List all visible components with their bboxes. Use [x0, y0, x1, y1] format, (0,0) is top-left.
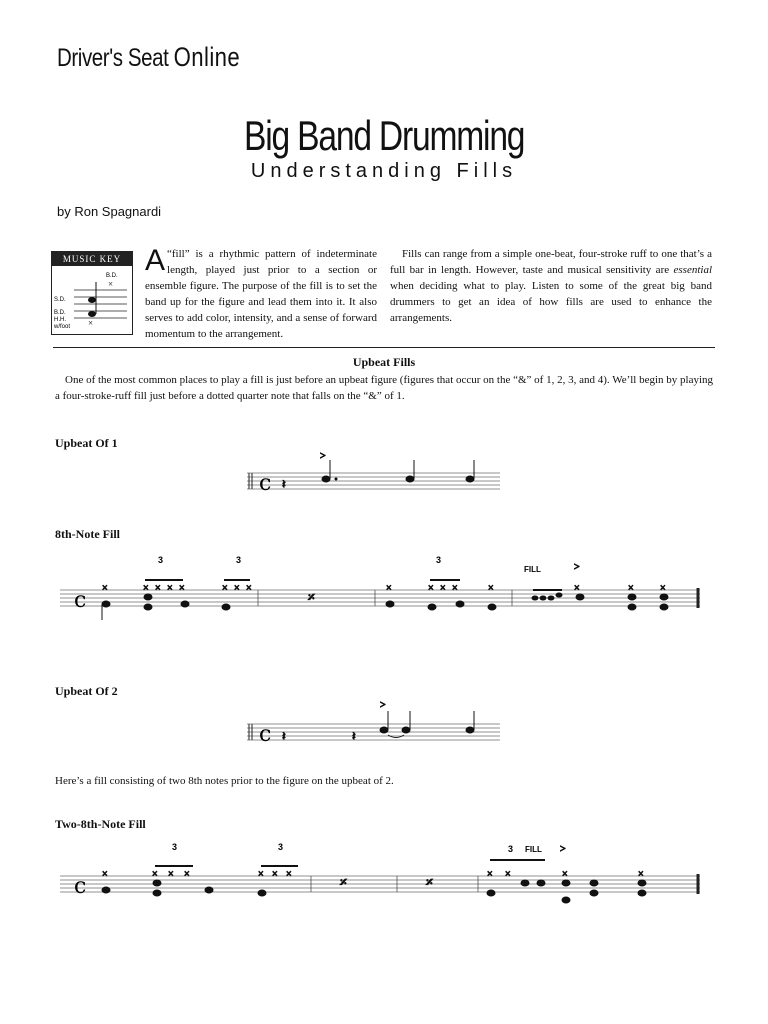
example-note: Here’s a fill consisting of two 8th notes prior to the figure on the upbeat of 2. — [55, 775, 394, 787]
svg-text:×: × — [386, 583, 392, 594]
svg-text:𝄎: 𝄎 — [308, 591, 315, 606]
triplet-mark: 3 — [158, 555, 164, 565]
common-time-icon: c — [259, 722, 272, 747]
example-label-upbeat-2: Upbeat Of 2 — [55, 684, 118, 698]
svg-text:×: × — [628, 583, 634, 594]
svg-text:×: × — [488, 583, 494, 594]
fill-annotation: FILL — [525, 845, 542, 854]
key-hh-x-icon: × — [88, 318, 94, 328]
svg-text:×: × — [168, 869, 174, 880]
accent-icon: > — [380, 700, 386, 711]
svg-text:×: × — [152, 869, 158, 880]
notes-two-8th-note-fill — [102, 844, 646, 903]
triplet-mark: 3 — [172, 842, 178, 852]
key-snare-note-icon — [88, 297, 96, 303]
page-subtitle: Understanding Fills — [250, 160, 518, 182]
example-label-upbeat-1: Upbeat Of 1 — [55, 436, 118, 450]
key-label-bass: B.D. — [54, 310, 66, 316]
intro-column-2 — [390, 246, 712, 326]
intro-text-1: “fill” is a rhythmic pattern of indeterminate length, played just prior to a section or ensemble figure. The purpose of the fill is to set the band up for the figure and lead them into it. It also serves to add color, intensity, and a sense of forward momentum to the arrangement. — [145, 248, 377, 340]
common-time-icon: c — [259, 471, 272, 496]
page-title-text: Big Band Drumming — [243, 112, 525, 159]
accent-icon: > — [320, 451, 326, 462]
svg-text:×: × — [440, 583, 446, 594]
triplet-mark: 3 — [508, 844, 514, 854]
key-label-snare: S.D. — [54, 297, 66, 303]
key-label-hihat: H.H. — [54, 317, 66, 323]
brand-prefix: Driver's Seat — [57, 44, 169, 72]
page-title — [0, 112, 768, 160]
svg-text:𝄎: 𝄎 — [426, 876, 433, 891]
svg-text:×: × — [222, 583, 228, 594]
triplet-mark: 3 — [236, 555, 242, 565]
notes-upbeat-2 — [282, 700, 474, 743]
svg-text:×: × — [102, 583, 108, 594]
section-divider — [53, 347, 715, 348]
intro-emphasis: essential — [673, 264, 712, 276]
svg-text:×: × — [179, 583, 185, 594]
triplet-mark: 3 — [436, 555, 442, 565]
svg-text:×: × — [660, 583, 666, 594]
staff-upbeat-1 — [247, 473, 500, 489]
music-key-staff-icon — [52, 252, 132, 334]
svg-text:×: × — [638, 869, 644, 880]
common-time-icon: c — [74, 588, 87, 613]
svg-text:𝄎: 𝄎 — [340, 876, 347, 891]
intro-text-2a: Fills can range from a simple one-beat, four-stroke ruff to one that’s a full bar in length. However, taste and musical sensitivity are — [390, 248, 712, 276]
svg-text:×: × — [428, 583, 434, 594]
example-label-two-8th-note-fill: Two-8th-Note Fill — [55, 817, 146, 831]
byline: by Ron Spagnardi — [57, 204, 162, 219]
svg-text:×: × — [562, 869, 568, 880]
key-x-note-icon: × — [108, 279, 114, 289]
svg-text:>: > — [574, 562, 580, 573]
brand-title — [57, 42, 240, 73]
svg-text:×: × — [452, 583, 458, 594]
drop-cap: A — [145, 244, 166, 277]
notes-upbeat-1 — [282, 451, 474, 491]
svg-text:×: × — [286, 869, 292, 880]
notes-8th-note-fill — [102, 562, 668, 620]
common-time-icon: c — [74, 874, 87, 899]
staff-two-8th-note-fill — [60, 874, 700, 894]
svg-text:×: × — [246, 583, 252, 594]
fill-annotation: FILL — [524, 565, 541, 574]
svg-text:×: × — [574, 583, 580, 594]
key-label-cymbal: B.D. — [106, 273, 118, 279]
svg-text:𝄽: 𝄽 — [282, 729, 286, 743]
music-key-heading: MUSIC KEY — [52, 252, 132, 266]
intro-column-1 — [145, 246, 377, 342]
key-label-foot: w/foot — [54, 324, 71, 330]
triplet-mark: 3 — [278, 842, 284, 852]
section-heading: Upbeat Fills — [352, 355, 416, 369]
svg-text:×: × — [234, 583, 240, 594]
staff-8th-note-fill — [60, 588, 700, 608]
section-paragraph: One of the most common places to play a fill is just before an upbeat figure (figures that occur on the “&” of 1, 2, 3, and 4). We’ll begin by playing a four-stroke-ruff fill just before a dotted quarter note that falls on the “&” of 1. — [55, 374, 714, 402]
svg-text:×: × — [143, 583, 149, 594]
svg-text:×: × — [258, 869, 264, 880]
svg-text:×: × — [184, 869, 190, 880]
svg-text:×: × — [505, 869, 511, 880]
svg-text:×: × — [272, 869, 278, 880]
svg-text:𝄽: 𝄽 — [282, 477, 286, 491]
svg-text:×: × — [167, 583, 173, 594]
staff-upbeat-2 — [247, 724, 500, 740]
svg-text:×: × — [155, 583, 161, 594]
music-key-box — [51, 251, 133, 335]
svg-text:×: × — [102, 869, 108, 880]
key-bass-note-icon — [88, 311, 96, 317]
svg-text:>: > — [560, 844, 566, 855]
svg-text:𝄽: 𝄽 — [352, 729, 356, 743]
intro-text-2b: when deciding what to play. Listen to some of the great big band drummers to get an idea of how fills are used to enhance the arrangements. — [390, 280, 712, 324]
svg-text:×: × — [487, 869, 493, 880]
brand-suffix: Online — [173, 42, 241, 72]
example-label-8th-note-fill: 8th-Note Fill — [55, 527, 120, 541]
